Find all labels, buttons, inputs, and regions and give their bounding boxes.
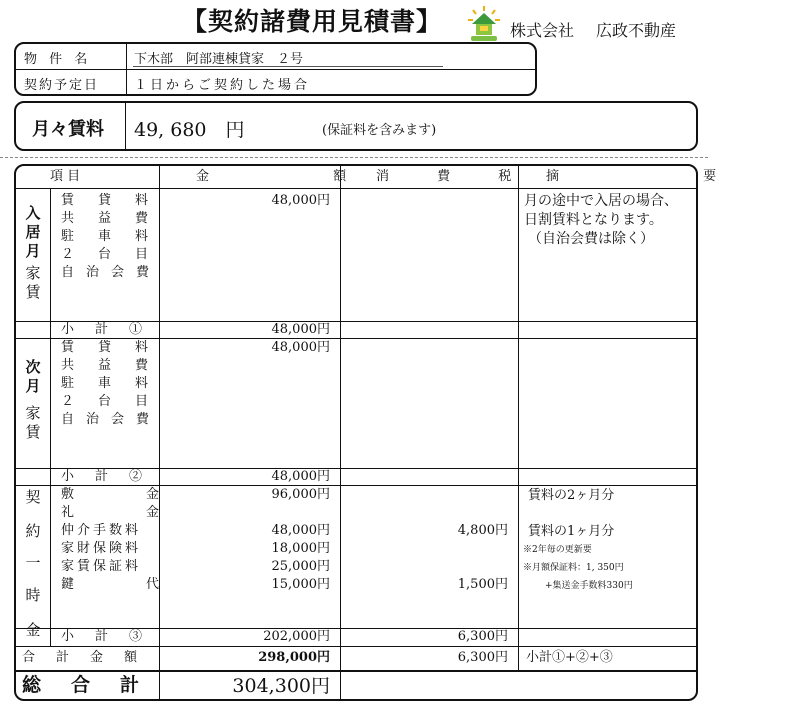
sec3-subtotal-label: 小計③ <box>61 629 164 644</box>
sec3-subtotal: 202,000円 <box>263 629 330 644</box>
sec3-tax-6: 1,500円 <box>457 577 508 592</box>
header-amount: 金 額 <box>196 169 407 184</box>
sec2-subtotal-label: 小計② <box>61 469 164 484</box>
total-note: 小計①+②+③ <box>526 650 613 665</box>
sec3-label-2: 約 <box>25 522 41 540</box>
sec1-amount-1: 48,000円 <box>271 193 330 208</box>
sec1-subtotal-label: 小計① <box>61 322 164 337</box>
grand-total-label: 総合計 <box>22 674 170 696</box>
company-type: 株式会社 <box>510 21 575 40</box>
sec3-note-6: +集送金手数料330円 <box>545 581 633 591</box>
total-amount: 298,000円 <box>258 650 330 665</box>
sec2-label-a: 次月 <box>25 358 41 395</box>
sec3-subtotal-tax: 6,300円 <box>457 629 508 644</box>
header-remarks: 摘 要 <box>546 169 786 184</box>
header-tax: 消 費 税 <box>376 169 534 184</box>
sec1-item-2: 共益費 <box>61 211 173 226</box>
sec3-label-4: 時 <box>25 586 41 604</box>
property-info-box <box>14 42 537 96</box>
sec1-item-1: 賃貸料 <box>61 193 173 208</box>
contract-date-label: 契約予定日 <box>24 78 100 93</box>
total-tax: 6,300円 <box>457 650 508 665</box>
sec3-item-1: 敷金 <box>61 487 232 502</box>
company-name <box>510 18 698 41</box>
sec3-label-5: 金 <box>25 621 41 639</box>
sec3-item-4: 家財保険料 <box>61 541 142 556</box>
sec3-label-3: 一 <box>25 554 41 572</box>
sec3-tax-3: 4,800円 <box>457 523 508 538</box>
sec2-subtotal: 48,000円 <box>271 469 330 484</box>
header-item: 項 目 <box>50 169 81 184</box>
monthly-rent-amount: 49, 680 円 <box>134 119 245 141</box>
sec3-amount-4: 18,000円 <box>271 541 330 556</box>
monthly-rent-box <box>14 101 698 151</box>
sec3-amount-6: 15,000円 <box>271 577 330 592</box>
sec3-label-1: 契 <box>25 488 41 506</box>
sec3-amount-3: 48,000円 <box>271 523 330 538</box>
sec2-item-5: 自治会費 <box>61 412 162 427</box>
sec2-item-3: 駐車料 <box>61 376 173 391</box>
sec3-note-4: ※2年毎の更新要 <box>523 545 592 555</box>
sec3-item-3: 仲介手数料 <box>61 523 142 538</box>
sec3-item-5: 家賃保証料 <box>61 559 142 574</box>
sec1-subtotal: 48,000円 <box>271 322 330 337</box>
sec2-item-2: 共益費 <box>61 358 173 373</box>
sec1-item-3: 駐車料 <box>61 229 173 244</box>
monthly-rent-label: 月々賃料 <box>32 119 104 140</box>
sec2-label-b: 家賃 <box>25 404 41 441</box>
sec3-item-2: 礼金 <box>61 505 232 520</box>
sec3-note-5: ※月額保証料：1, 350円 <box>523 563 624 573</box>
sec3-amount-5: 25,000円 <box>271 559 330 574</box>
property-name-value: 下木部 阿部連棟貸家 ２号 <box>134 52 304 67</box>
sec1-label-a: 入居月 <box>25 204 41 260</box>
sec1-item-4: ２台目 <box>61 247 173 262</box>
sec1-note-3: （自治会費は除く） <box>528 231 654 247</box>
sec1-note-1: 月の途中で入居の場合、 <box>524 193 678 209</box>
monthly-rent-note: (保証料を含みます) <box>322 123 437 138</box>
sec1-note-2: 日割賃料となります。 <box>524 212 663 228</box>
company-name-text: 広政不動産 <box>596 21 677 40</box>
sec3-note-3: 賃料の1ヶ月分 <box>528 524 615 539</box>
contract-date-value: １日からご契約した場合 <box>134 78 311 93</box>
sec1-item-5: 自治会費 <box>61 265 162 280</box>
separator <box>0 157 708 158</box>
sec3-item-6: 鍵代 <box>61 577 232 592</box>
property-name-label: 物 件 名 <box>24 52 92 67</box>
sec2-item-1: 賃貸料 <box>61 340 173 355</box>
total-label: 合計金額 <box>22 650 159 665</box>
cost-table <box>14 164 786 701</box>
sec3-amount-1: 96,000円 <box>271 487 330 502</box>
sec2-item-4: ２台目 <box>61 394 173 409</box>
sec2-amount-1: 48,000円 <box>271 340 330 355</box>
grand-total-amount: 304,300円 <box>232 675 330 697</box>
document-title: 【契約諸費用見積書】 <box>182 7 443 36</box>
sec3-note-1: 賃料の2ヶ月分 <box>528 488 615 503</box>
house-logo-icon <box>467 5 501 43</box>
sec1-label-b: 家賃 <box>25 264 41 301</box>
